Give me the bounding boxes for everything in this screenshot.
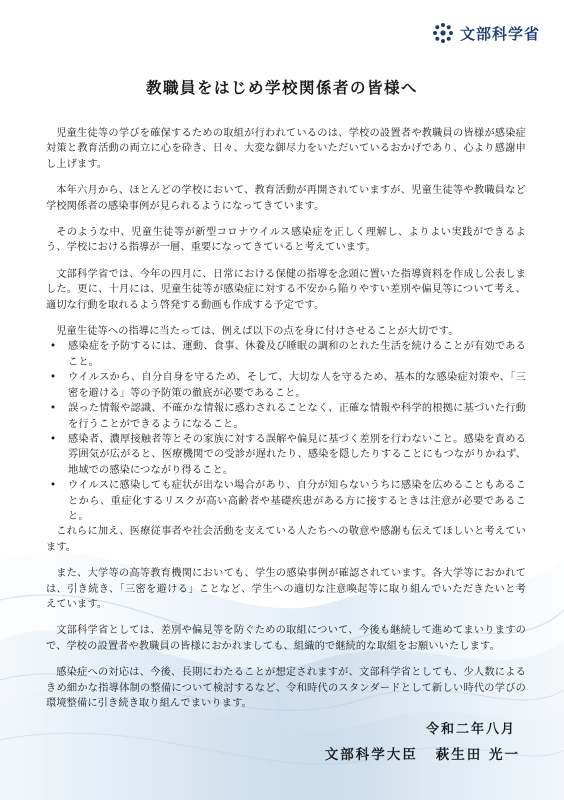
paragraph-2: 本年六月から、ほとんどの学校において、教育活動が再開されていますが、児童生徒等や教職員など学校関係者の感染事例が見られるようになってきています。 <box>46 185 526 212</box>
ministry-name: 文部科学省 <box>459 24 540 43</box>
guidance-list <box>46 339 526 524</box>
letter-body <box>46 126 526 722</box>
signer-name: 萩生田 光一 <box>435 747 520 763</box>
letter-date: 令和二年八月 <box>425 722 516 737</box>
paragraph-5: 児童生徒等への指導に当たっては、例えば以下の点を身に付けさせることが大切です。 <box>56 326 459 338</box>
bullet-mark: • <box>50 480 57 492</box>
signature-line <box>325 743 520 763</box>
bullet-mark: • <box>50 372 57 384</box>
signer-title: 文部科学大臣 <box>324 747 418 763</box>
paragraph-8: 文部科学省としては、差別や偏見等を防ぐための取組について、今後も継続して進めてまいりますので、学校の設置者や教職員の皆様におかれましても、組織的で継続的な取組をお願いいたします。 <box>46 625 526 652</box>
ministry-header <box>432 22 540 44</box>
paragraph-9: 感染症への対応は、今後、長期にわたることが想定されますが、文部科学省としても、少人数によるきめ細かな指導体制の整備について検討するなど、令和時代のスタンダードとして新しい時代の学びの環境整備に引き続き取り組んでまいります。 <box>46 667 526 709</box>
list-item: • 感染症を予防するには、運動、食事、休養及び睡眠の調和のとれた生活を続けることが有効であること。 <box>50 341 526 368</box>
list-item: • 感染者、濃厚接触者等とその家族に対する誤解や偏見に基づく差別を行わないこと。感染を責める雰囲気が広がると、医療機関での受診が遅れたり、感染を隠したりすることにもつながりかねず、地域での感染につながり得ること。 <box>50 433 526 476</box>
letter-closing <box>325 718 520 763</box>
paragraph-6: これらに加え、医療従事者や社会活動を支えている人たちへの敬意や感謝も伝えてほしいと考えています。 <box>46 526 526 553</box>
paragraph-4: 文部科学省では、今年の四月に、日常における保健の指導を念頭に置いた指導資料を作成し公表しました。更に、十月には、児童生徒等が感染症に対する不安から陥りやすい差別や偏見等について考え、適切な行動を取れるよう啓発する動画も作成する予定です。 <box>46 268 526 311</box>
list-item: • ウイルスから、自分自身を守るため、そして、大切な人を守るため、基本的な感染症対策や、「三密を避ける」等の予防策の徹底が必要であること。 <box>50 372 526 399</box>
bullet-mark: • <box>50 341 57 353</box>
bullet-mark: • <box>50 403 57 415</box>
paragraph-3: そのような中、児童生徒等が新型コロナウイルス感染症を正しく理解し、よりよい実践ができるよう、学校における指導が一層、重要になってきていると考えています。 <box>46 227 526 254</box>
list-item: • ウイルスに感染しても症状が出ない場合があり、自分が知らないうちに感染を広めることもあることから、重症化するリスクが高い高齢者や基礎疾患がある方に接するときは注意が必要であること。 <box>50 480 526 522</box>
paragraph-7: また、大学等の高等教育機関においても、学生の感染事例が確認されています。各大学等におかれては、引き続き、「三密を避ける」ことなど、学生への適切な注意喚起等に取り組んでいただきたいと考えています。 <box>46 568 526 610</box>
page-title: 教職員をはじめ学校関係者の皆様へ <box>145 78 418 97</box>
ministry-logo-icon <box>432 22 454 44</box>
bullet-mark: • <box>50 433 57 445</box>
paragraph-1: 児童生徒等の学びを確保するための取組が行われているのは、学校の設置者や教職員の皆様が感染症対策と教育活動の両立に心を砕き、日々、大変な御尽力をいただいているおかげであり、心より感謝申し上げます。 <box>46 128 526 170</box>
list-item: • 誤った情報や認識、不確かな情報に惑わされることなく、正確な情報や科学的根拠に基づいた行動を行うことができるようになること。 <box>50 403 526 430</box>
